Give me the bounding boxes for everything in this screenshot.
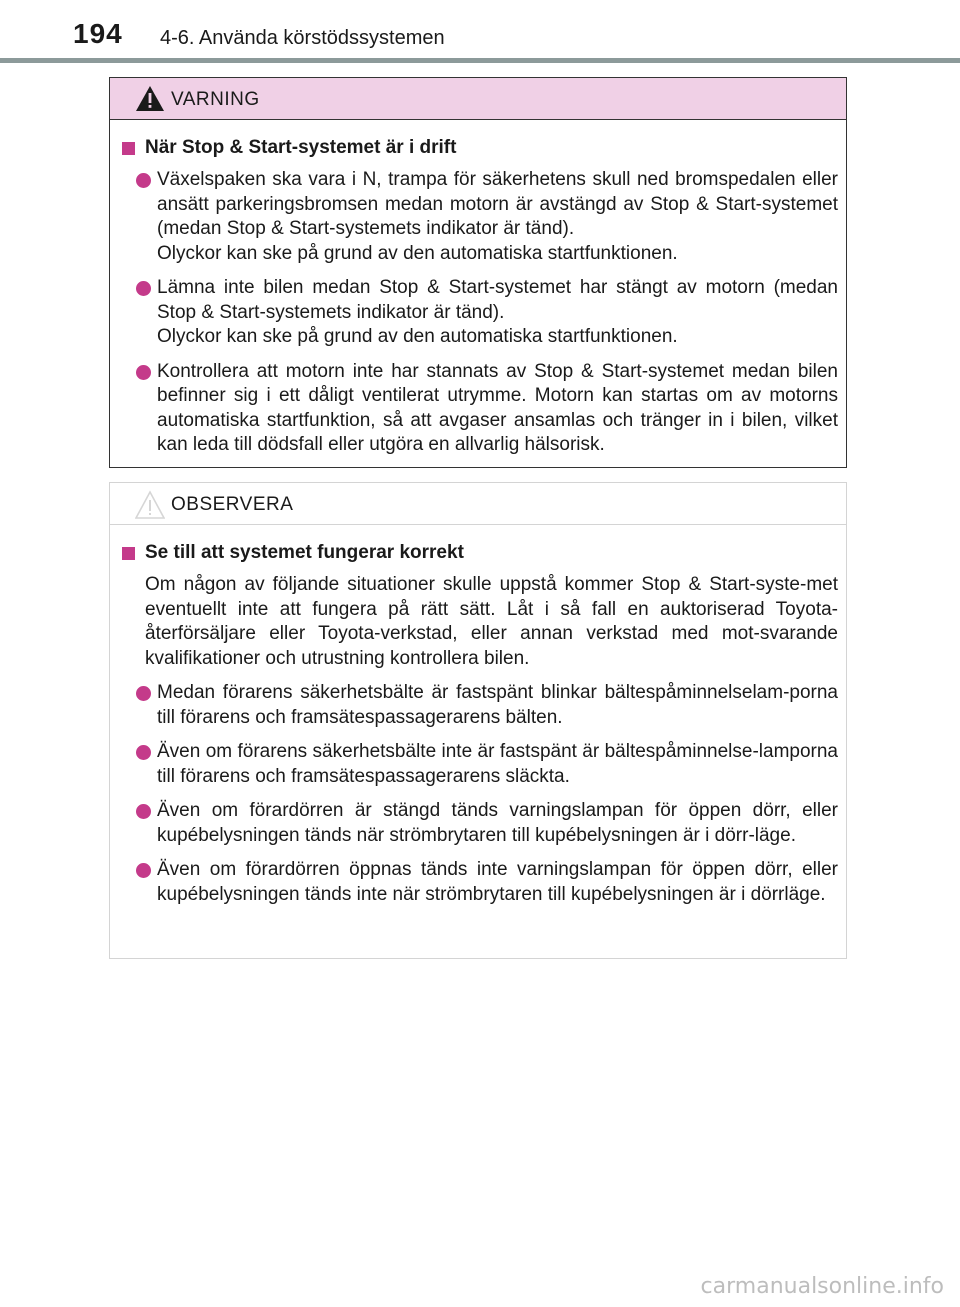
square-bullet-icon [122,142,135,155]
bullet-text: Växelspaken ska vara i N, trampa för säkerhetens skull ned bromspedalen eller ansätt parkeringsbromsen medan motorn är avstängd av Stop & Start-systemet (medan Stop & Start-systemets indikator är tänd). [157,169,838,239]
bullet-text: Lämna inte bilen medan Stop & Start-systemet har stängt av motorn (medan Stop & Start-systemets indikator är tänd). [157,277,838,323]
page-header [0,0,960,62]
round-bullet-icon [136,173,151,188]
notice-body [110,525,846,907]
bullet-text: Medan förarens säkerhetsbälte är fastspänt blinkar bältespåminnelselam-porna till förarens och framsätespassagerarens bälten. [157,682,838,728]
notice-intro: Om någon av följande situationer skulle uppstå kommer Stop & Start-syste-met eventuellt inte att fungera på rätt sätt. Låt i så fall en auktoriserad Toyota-återförsäljare eller Toyota-verkstad, eller annan verkstad med mot-svarande kvalifikationer och utrustning kontrollera bilen. [145,574,838,669]
warning-triangle-icon [135,85,165,112]
bullet-text: Olyckor kan ske på grund av den automatiska startfunktionen. [157,326,678,347]
bullet-text: Även om förarens säkerhetsbälte inte är fastspänt är bältespåminnelse-lamporna till förarens och framsätespassagerarens släckta. [157,741,838,787]
round-bullet-icon [136,804,151,819]
warning-subhead [119,136,838,160]
notice-header [110,483,846,525]
round-bullet-icon [136,863,151,878]
warning-header [110,78,846,120]
watermark: carmanualsonline.info [700,1274,944,1299]
round-bullet-icon [136,281,151,296]
warning-bullet [119,276,838,350]
notice-bullet [119,740,838,789]
section-title: 4-6. Använda körstödssystemen [160,27,445,49]
page-number: 194 [73,18,123,49]
bullet-text: Olyckor kan ske på grund av den automatiska startfunktionen. [157,242,678,264]
bullet-text: Kontrollera att motorn inte har stannats av Stop & Start-systemet medan bilen befinner sig i ett dåligt ventilerat utrymme. Motorn kan startas om av motorns automatiska startfunktion, så att avgaser ansamlas och tränger in i bilen, vilket kan leda till dödsfall eller utgöra en allvarlig hälsorisk. [157,360,838,455]
notice-subhead-text: Se till att systemet fungerar korrekt [145,542,464,563]
notice-bullet [119,799,838,848]
notice-box [109,482,847,959]
bullet-text: Även om förardörren öppnas tänds inte varningslampan för öppen dörr, eller kupébelysningen tänds inte när strömbrytaren till kupébelysningen är i dörrläge. [157,859,838,905]
square-bullet-icon [122,547,135,560]
notice-label: OBSERVERA [171,494,294,515]
warning-label: VARNING [171,89,260,110]
notice-subhead [119,541,838,565]
round-bullet-icon [136,745,151,760]
header-rule [0,58,960,63]
warning-subhead-text: När Stop & Start-systemet är i drift [145,137,457,158]
notice-bullet [119,858,838,907]
notice-bullet [119,681,838,730]
warning-bullet [119,168,838,266]
bullet-text: Även om förardörren är stängd tänds varningslampan för öppen dörr, eller kupébelysningen tänds när strömbrytaren till kupébelysningen är i dörr-läge. [157,800,838,846]
round-bullet-icon [136,365,151,380]
round-bullet-icon [136,686,151,701]
warning-body [110,120,846,458]
caution-triangle-icon [135,490,165,520]
warning-bullet [119,360,838,458]
warning-box [109,77,847,468]
